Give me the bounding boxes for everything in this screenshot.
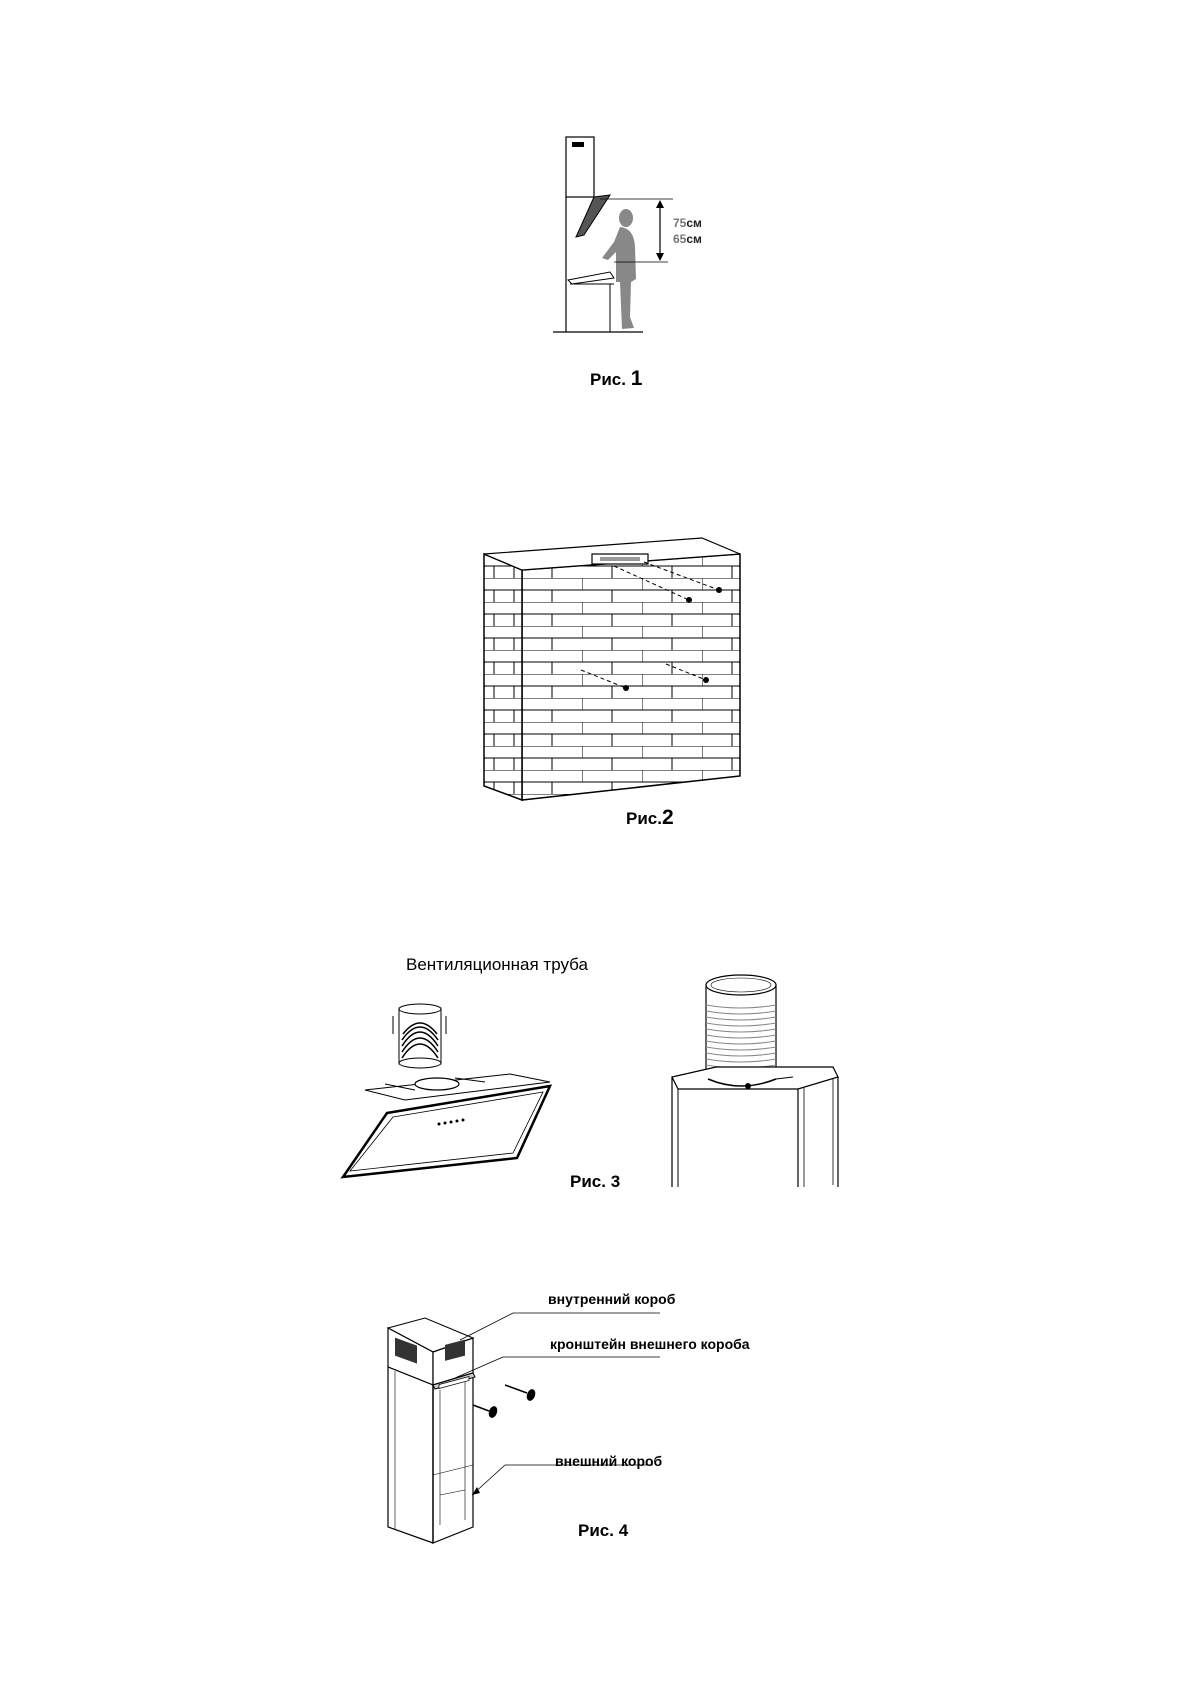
screw-icon	[505, 1385, 537, 1402]
hood-with-pipe-diagram	[345, 1000, 565, 1190]
hood-height-diagram	[548, 132, 728, 362]
figure-2	[484, 532, 744, 810]
brick-wall-diagram	[484, 532, 744, 810]
dimension-bottom-label: 65см	[673, 232, 702, 246]
figure-4-caption: Рис. 4	[578, 1521, 629, 1540]
ventilation-pipe-label: Вентиляционная труба	[406, 955, 588, 974]
bracket-label: кронштейн внешнего короба	[550, 1336, 750, 1352]
pipe-on-chimney-diagram	[668, 975, 848, 1190]
inner-box-label: внутренний короб	[548, 1291, 676, 1307]
outer-box-label: внешний короб	[555, 1453, 663, 1469]
figure-2-caption: Рис.2	[626, 806, 674, 829]
figure-1-caption: Рис. 1	[590, 367, 643, 390]
ventilation-pipe-icon	[393, 1004, 446, 1068]
person-silhouette-icon	[602, 209, 636, 329]
figure-3-right	[668, 975, 848, 1190]
figure-3-left	[345, 1000, 565, 1190]
screw-icon	[473, 1405, 499, 1419]
figure-3-caption: Рис. 3	[570, 1172, 621, 1191]
dimension-top-label: 75см	[673, 216, 702, 230]
figure-1	[548, 132, 728, 362]
